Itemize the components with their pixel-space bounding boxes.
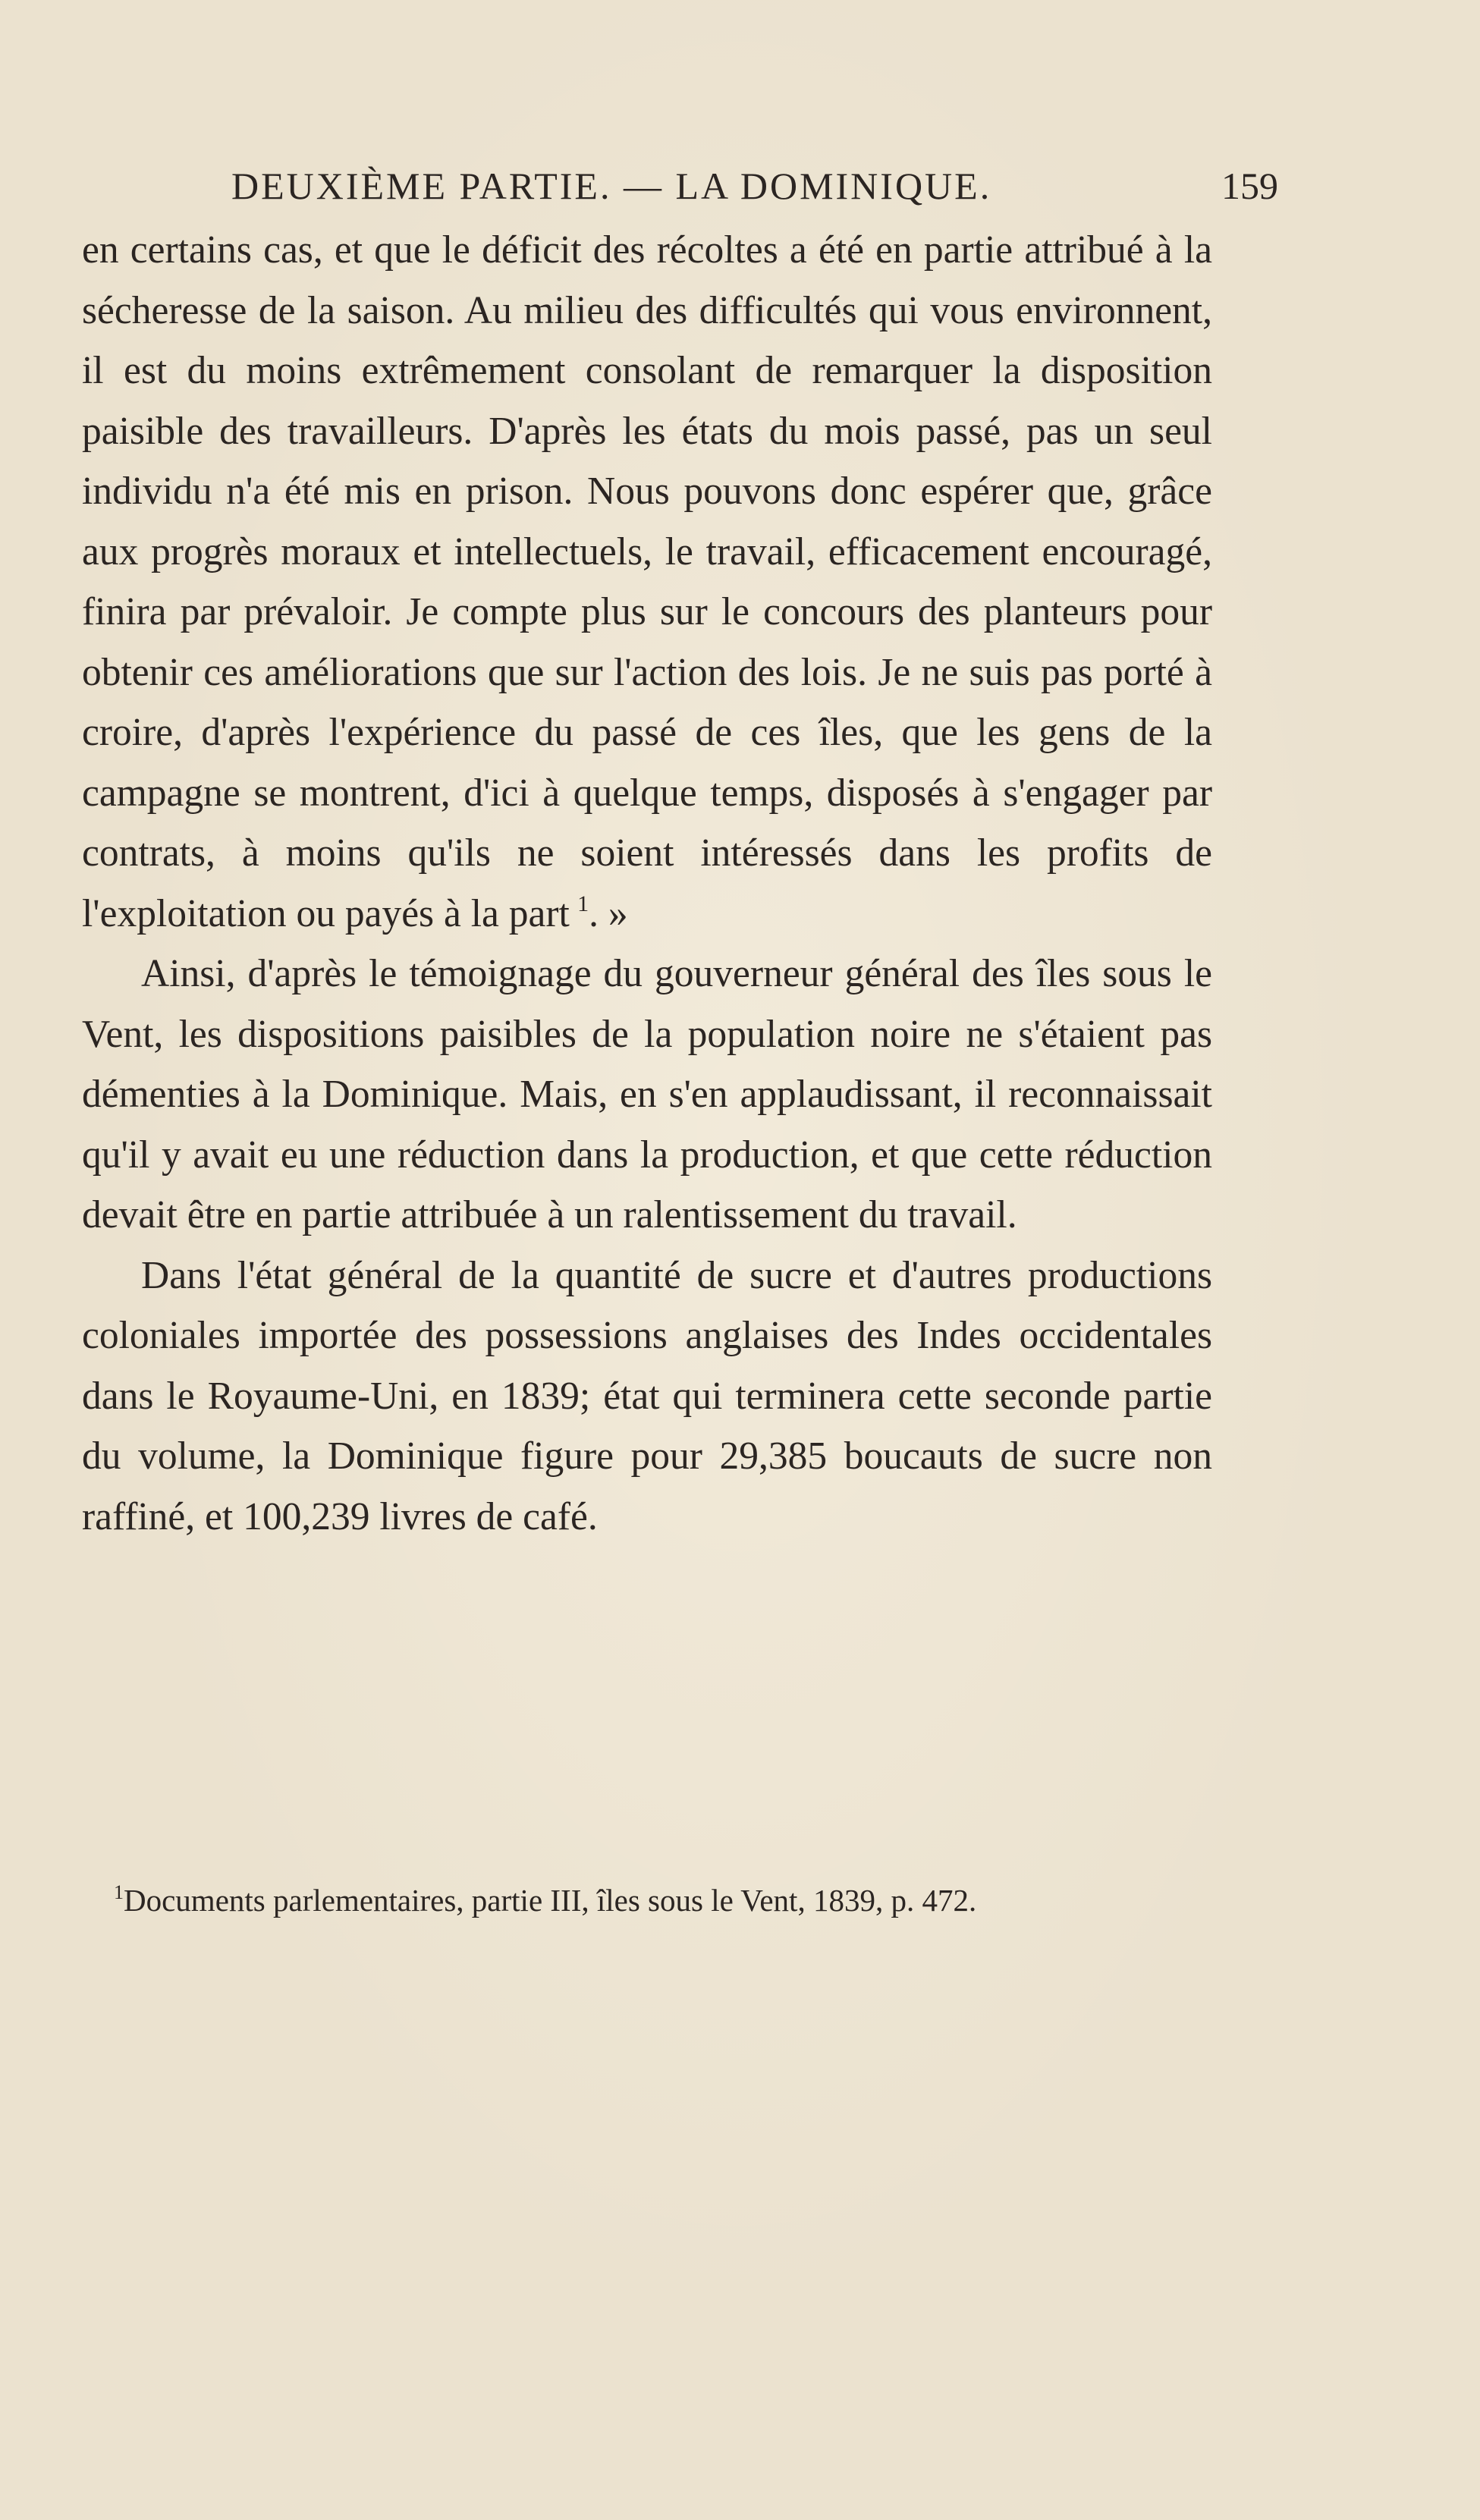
- paragraph-1-text: en certains cas, et que le déficit des récoltes a été en partie attribué à la sécheresse de la saison. Au milieu des difficultés qui vous environnent, il est du moins extrêmement consolant de remarquer la disposition paisible des travailleurs. D'après les états du mois passé, pas un seul individu n'a été mis en prison. Nous pouvons donc espérer que, grâce aux progrès moraux et intellectuels, le travail, efficacement encouragé, finira par prévaloir. Je compte plus sur le concours des planteurs pour obtenir ces améliorations que sur l'action des lois. Je ne suis pas porté à croire, d'après l'expérience du passé de ces îles, que les gens de la campagne se montrent, d'ici à quelque temps, disposés à s'engager par contrats, à moins qu'ils ne soient intéressés dans les profits de l'exploitation ou payés à la part: [82, 228, 1212, 935]
- page-number: 159: [1221, 165, 1278, 207]
- footnote-marker: 1: [114, 1881, 124, 1903]
- paragraph-2: [82, 944, 1212, 1246]
- footnote-reference: 1: [577, 891, 589, 916]
- running-head: DEUXIÈME PARTIE. — LA DOMINIQUE.: [231, 165, 992, 207]
- quote-close: . »: [589, 891, 628, 935]
- body-text: [82, 220, 1212, 1547]
- paragraph-1: [82, 220, 1212, 944]
- footnote: [114, 1877, 1252, 1923]
- footnote-text: Documents parlementaires, partie III, îles sous le Vent, 1839, p. 472.: [124, 1883, 977, 1918]
- paragraph-3-text: Dans l'état général de la quantité de sucre et d'autres productions coloniales importée des possessions anglaises des Indes occidentales dans le Royaume-Uni, en 1839; état qui terminera cette seconde partie du volume, la Dominique figure pour 29,385 boucauts de sucre non raffiné, et 100,239 livres de café.: [82, 1253, 1212, 1538]
- page-header: [231, 159, 1278, 212]
- paragraph-3: [82, 1246, 1212, 1548]
- paragraph-2-text: Ainsi, d'après le témoignage du gouverneur général des îles sous le Vent, les dispositions paisibles de la population noire ne s'étaient pas démenties à la Dominique. Mais, en s'en applaudissant, il reconnaissait qu'il y avait eu une réduction dans la production, et que cette réduction devait être en partie attribuée à un ralentissement du travail.: [82, 952, 1212, 1236]
